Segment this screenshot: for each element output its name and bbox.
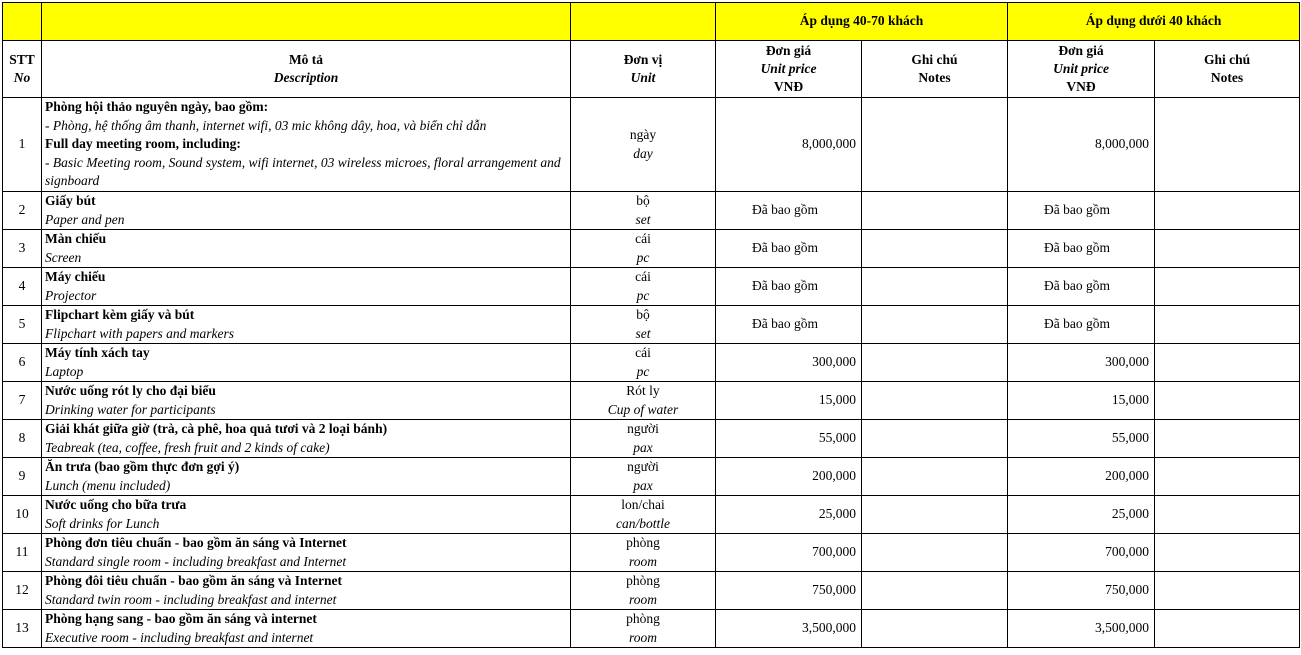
row-number: 7 (3, 382, 42, 420)
table-row (3, 610, 1300, 648)
price-label-en: Unit price (1053, 61, 1109, 76)
price-table (2, 2, 1300, 648)
row-number: 11 (3, 534, 42, 572)
notes-under-40 (1155, 268, 1300, 306)
notes-header-1 (862, 41, 1008, 98)
description-title-vi: Phòng hội thảo nguyên ngày, bao gồm: (45, 99, 269, 115)
table-row (3, 306, 1300, 344)
unit-en: pc (636, 249, 650, 265)
price-under-40: 25,000 (1008, 496, 1155, 534)
row-description (42, 268, 571, 306)
row-description (42, 382, 571, 420)
price-40-70: Đã bao gồm (716, 230, 862, 268)
row-unit (571, 268, 716, 306)
price-under-40: 55,000 (1008, 420, 1155, 458)
notes-under-40 (1155, 610, 1300, 648)
table-row (3, 268, 1300, 306)
row-description (42, 306, 571, 344)
notes-under-40 (1155, 534, 1300, 572)
description-title-vi: Nước uống rót ly cho đại biểu (45, 383, 216, 398)
price-label-en: Unit price (760, 61, 817, 76)
notes-40-70 (862, 572, 1008, 610)
notes-40-70 (862, 610, 1008, 648)
price-under-40: Đã bao gồm (1008, 268, 1155, 306)
unit-en: day (633, 145, 653, 161)
description-title-vi: Máy tính xách tay (45, 345, 150, 360)
table-row (3, 98, 1300, 192)
row-number: 3 (3, 230, 42, 268)
unit-vi: phòng (626, 573, 660, 588)
unit-vi: cái (635, 231, 651, 246)
table-row (3, 534, 1300, 572)
table-row (3, 230, 1300, 268)
price-under-40: 15,000 (1008, 382, 1155, 420)
description-title-vi: Phòng đôi tiêu chuẩn - bao gồm ăn sáng và Internet (45, 573, 343, 588)
description-detail-vi: - Phòng, hệ thống âm thanh, internet wifi, 03 mic không dây, hoa, và biển chỉ dẫn (45, 117, 487, 133)
price-40-70: 300,000 (716, 344, 862, 382)
row-number: 10 (3, 496, 42, 534)
description-title-vi: Phòng hạng sang - bao gồm ăn sáng và internet (45, 611, 317, 626)
price-40-70: Đã bao gồm (716, 192, 862, 230)
row-description (42, 534, 571, 572)
unit-en: Cup of water (607, 401, 679, 417)
row-unit (571, 98, 716, 192)
row-unit (571, 496, 716, 534)
unit-en: pax (633, 477, 653, 493)
description-title-vi: Máy chiếu (45, 269, 106, 284)
notes-under-40 (1155, 572, 1300, 610)
row-description (42, 458, 571, 496)
row-number: 8 (3, 420, 42, 458)
unit-header (571, 41, 716, 98)
row-description (42, 98, 571, 192)
unit-en: room (628, 553, 657, 569)
description-title-en: Drinking water for participants (45, 401, 216, 417)
description-title-en: Teabreak (tea, coffee, fresh fruit and 2 kinds of cake) (45, 439, 330, 455)
description-title-vi: Ăn trưa (bao gồm thực đơn gợi ý) (45, 459, 240, 474)
description-title-en: Executive room - including breakfast and internet (45, 629, 314, 645)
row-unit (571, 192, 716, 230)
table-row (3, 572, 1300, 610)
unit-vi: cái (635, 345, 651, 360)
unit-en: pax (633, 439, 653, 455)
column-header-row (3, 41, 1300, 98)
description-title-en: Projector (45, 287, 97, 303)
price-header-2 (1008, 41, 1155, 98)
price-under-40: Đã bao gồm (1008, 230, 1155, 268)
price-under-40: 300,000 (1008, 344, 1155, 382)
notes-40-70 (862, 98, 1008, 192)
blank-header-cell (42, 3, 571, 41)
description-title-vi: Màn chiếu (45, 231, 107, 246)
price-40-70: 8,000,000 (716, 98, 862, 192)
unit-vi: Rót ly (626, 383, 660, 398)
price-40-70: 15,000 (716, 382, 862, 420)
stt-label-en: No (13, 70, 31, 85)
row-unit (571, 230, 716, 268)
notes-40-70 (862, 192, 1008, 230)
description-detail-en: - Basic Meeting room, Sound system, wifi internet, 03 wireless microes, floral arrangement and signboard (45, 154, 561, 189)
unit-en: room (628, 629, 657, 645)
notes-under-40 (1155, 306, 1300, 344)
group-40-70-header: Áp dụng 40-70 khách (716, 3, 1008, 41)
unit-label-en: Unit (630, 70, 656, 85)
row-number: 4 (3, 268, 42, 306)
table-row (3, 192, 1300, 230)
description-title-en: Screen (45, 249, 82, 265)
row-description (42, 572, 571, 610)
price-under-40: Đã bao gồm (1008, 192, 1155, 230)
unit-vi: phòng (626, 611, 660, 626)
description-title-en: Standard twin room - including breakfast and internet (45, 591, 337, 607)
unit-en: pc (636, 287, 650, 303)
table-row (3, 458, 1300, 496)
unit-vi: lon/chai (621, 497, 665, 512)
notes-label: Ghi chú (1203, 52, 1251, 67)
notes-40-70 (862, 344, 1008, 382)
notes-40-70 (862, 420, 1008, 458)
price-under-40: 8,000,000 (1008, 98, 1155, 192)
blank-header-cell (571, 3, 716, 41)
notes-under-40 (1155, 420, 1300, 458)
notes-under-40 (1155, 496, 1300, 534)
row-number: 2 (3, 192, 42, 230)
description-title-vi: Flipchart kèm giấy và bút (45, 307, 195, 322)
description-title-vi: Nước uống cho bữa trưa (45, 497, 187, 512)
row-number: 13 (3, 610, 42, 648)
blank-header-cell (3, 3, 42, 41)
row-description (42, 230, 571, 268)
notes-40-70 (862, 458, 1008, 496)
unit-vi: người (627, 421, 659, 436)
unit-vi: người (627, 459, 659, 474)
row-number: 5 (3, 306, 42, 344)
price-40-70: Đã bao gồm (716, 268, 862, 306)
notes-under-40 (1155, 230, 1300, 268)
table-row (3, 420, 1300, 458)
table-row (3, 382, 1300, 420)
unit-en: pc (636, 363, 650, 379)
unit-vi: phòng (626, 535, 660, 550)
row-unit (571, 458, 716, 496)
row-unit (571, 534, 716, 572)
price-40-70: 200,000 (716, 458, 862, 496)
price-label: Đơn giá (1058, 43, 1104, 58)
stt-label: STT (9, 52, 35, 67)
row-unit (571, 572, 716, 610)
unit-vi: bộ (636, 307, 650, 322)
notes-under-40 (1155, 98, 1300, 192)
description-title-en: Full day meeting room, including: (45, 136, 241, 152)
unit-label: Đơn vị (623, 52, 663, 67)
notes-40-70 (862, 268, 1008, 306)
row-number: 9 (3, 458, 42, 496)
group-under-40-header: Áp dụng dưới 40 khách (1008, 3, 1300, 41)
row-unit (571, 610, 716, 648)
notes-under-40 (1155, 344, 1300, 382)
unit-en: set (635, 211, 651, 227)
unit-vi: bộ (636, 193, 650, 208)
notes-40-70 (862, 496, 1008, 534)
row-description (42, 344, 571, 382)
notes-label-en: Notes (918, 70, 951, 85)
description-title-en: Lunch (menu included) (45, 477, 171, 493)
notes-under-40 (1155, 192, 1300, 230)
description-label: Mô tả (288, 52, 324, 67)
notes-40-70 (862, 534, 1008, 572)
row-description (42, 496, 571, 534)
price-label: Đơn giá (765, 43, 812, 58)
row-number: 6 (3, 344, 42, 382)
table-row (3, 344, 1300, 382)
description-title-en: Standard single room - including breakfast and Internet (45, 553, 347, 569)
description-title-en: Paper and pen (45, 211, 125, 227)
price-40-70: 55,000 (716, 420, 862, 458)
notes-label: Ghi chú (911, 52, 958, 67)
row-description (42, 610, 571, 648)
group-header-row (3, 3, 1300, 41)
notes-label-en: Notes (1210, 70, 1244, 85)
description-title-vi: Phòng đơn tiêu chuẩn - bao gồm ăn sáng và Internet (45, 535, 347, 550)
price-40-70: 25,000 (716, 496, 862, 534)
description-title-vi: Giải khát giữa giờ (trà, cà phê, hoa quả tươi và 2 loại bánh) (45, 421, 388, 436)
description-title-en: Flipchart with papers and markers (45, 325, 234, 341)
row-description (42, 420, 571, 458)
price-currency: VNĐ (1066, 79, 1096, 94)
description-title-vi: Giấy bút (45, 193, 96, 208)
price-currency: VNĐ (773, 79, 804, 94)
price-40-70: 750,000 (716, 572, 862, 610)
notes-header-2 (1155, 41, 1300, 98)
notes-40-70 (862, 306, 1008, 344)
notes-40-70 (862, 230, 1008, 268)
row-unit (571, 420, 716, 458)
price-40-70: 700,000 (716, 534, 862, 572)
description-header (42, 41, 571, 98)
notes-under-40 (1155, 458, 1300, 496)
row-unit (571, 306, 716, 344)
unit-vi: cái (635, 269, 651, 284)
row-unit (571, 344, 716, 382)
notes-40-70 (862, 382, 1008, 420)
unit-vi: ngày (629, 127, 657, 142)
notes-under-40 (1155, 382, 1300, 420)
price-under-40: 700,000 (1008, 534, 1155, 572)
price-under-40: 750,000 (1008, 572, 1155, 610)
table-row (3, 496, 1300, 534)
unit-en: room (628, 591, 657, 607)
unit-en: set (635, 325, 651, 341)
row-number: 12 (3, 572, 42, 610)
stt-header (3, 41, 42, 98)
unit-en: can/bottle (616, 515, 670, 531)
price-under-40: 200,000 (1008, 458, 1155, 496)
description-title-en: Laptop (45, 363, 84, 379)
price-under-40: 3,500,000 (1008, 610, 1155, 648)
row-unit (571, 382, 716, 420)
row-number: 1 (3, 98, 42, 192)
price-40-70: Đã bao gồm (716, 306, 862, 344)
price-header-1 (716, 41, 862, 98)
row-description (42, 192, 571, 230)
description-label-en: Description (273, 70, 339, 85)
description-title-en: Soft drinks for Lunch (45, 515, 160, 531)
price-under-40: Đã bao gồm (1008, 306, 1155, 344)
price-40-70: 3,500,000 (716, 610, 862, 648)
